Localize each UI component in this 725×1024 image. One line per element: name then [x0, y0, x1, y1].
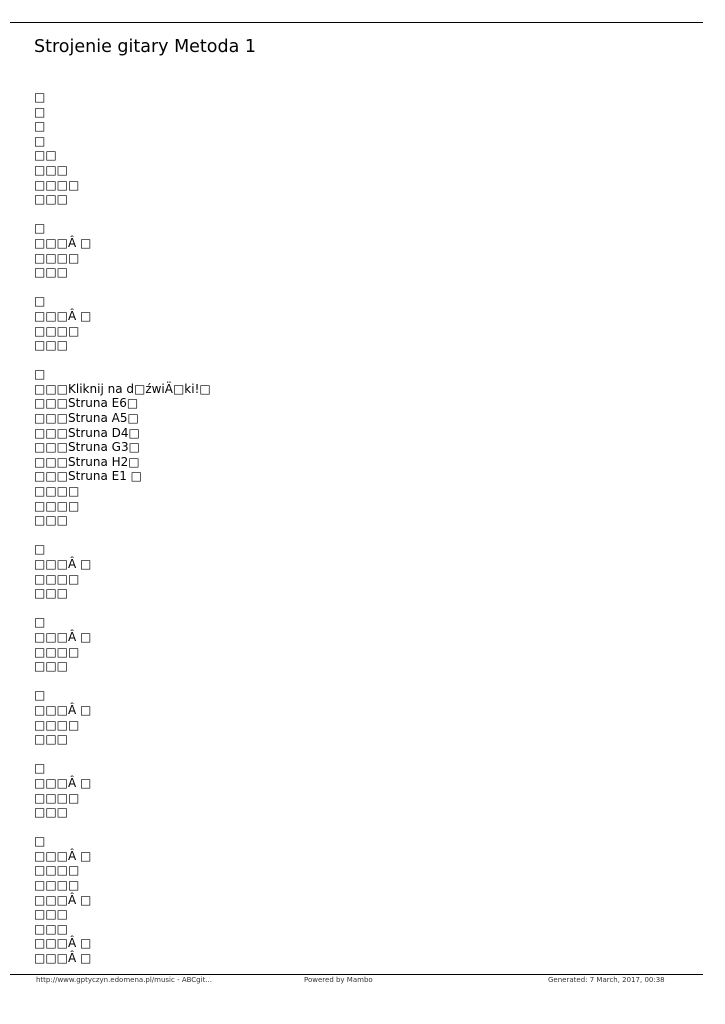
- text-line: □: [34, 834, 46, 849]
- text-line: □□□Â □: [34, 951, 92, 966]
- header-rule: [10, 22, 703, 23]
- text-line: □□□Struna A5□: [34, 411, 139, 426]
- blank-line: [34, 674, 694, 689]
- text-line: □□□: [34, 907, 69, 922]
- text-line: □□□□: [34, 644, 80, 659]
- text-line: □□□Struna H2□: [34, 454, 140, 469]
- text-line: □□□□: [34, 863, 80, 878]
- footer-generated-date: Generated: 7 March, 2017, 00:38: [548, 976, 665, 984]
- text-line: □□□Â □: [34, 775, 92, 790]
- blank-line: [34, 207, 694, 222]
- text-line: □□□: [34, 732, 69, 747]
- text-line: □□□Â □: [34, 848, 92, 863]
- text-line: □□□: [34, 921, 69, 936]
- text-line: □: [34, 688, 46, 703]
- text-line: □□□Â □: [34, 235, 92, 250]
- blank-line: [34, 353, 694, 368]
- text-line: □□□Struna E1 □: [34, 469, 143, 484]
- text-line: □: [34, 104, 46, 119]
- text-line: □□□□: [34, 323, 80, 338]
- text-line: □: [34, 90, 46, 104]
- text-line: □□□: [34, 586, 69, 601]
- text-line: □□□□: [34, 250, 80, 265]
- text-line: □□□Kliknij na d□źwiÄ□ki!□: [34, 381, 211, 396]
- text-line: □□□Struna D4□: [34, 425, 140, 440]
- footer-rule: [10, 974, 703, 975]
- blank-line: [34, 820, 694, 835]
- text-line: □□□Â □: [34, 936, 92, 951]
- blank-line: [34, 280, 694, 295]
- text-line: □□□Â □: [34, 702, 92, 717]
- text-line: □□□Â □: [34, 557, 92, 571]
- text-line: □□□□: [34, 498, 80, 513]
- text-line: □□□Â □: [34, 629, 92, 644]
- document-body: [34, 90, 694, 966]
- text-line: □: [34, 133, 46, 148]
- text-line: □□□Struna E6□: [34, 396, 139, 411]
- text-line: □□□□: [34, 177, 80, 192]
- footer-powered-by: Powered by Mambo: [304, 976, 373, 984]
- text-line: □□□□: [34, 878, 80, 893]
- blank-line: [34, 747, 694, 762]
- text-line: □□: [34, 148, 57, 163]
- text-line: □□□Â □: [34, 308, 92, 323]
- text-line: □□□□: [34, 484, 80, 499]
- text-line: □: [34, 367, 46, 382]
- text-line: □: [34, 221, 46, 236]
- text-line: □: [34, 294, 46, 309]
- text-line: □: [34, 119, 46, 134]
- text-line: □□□: [34, 338, 69, 353]
- text-line: □□□: [34, 265, 69, 280]
- text-line: □□□Â □: [34, 892, 92, 907]
- page-title: Strojenie gitary Metoda 1: [34, 37, 257, 57]
- text-line: □: [34, 615, 46, 630]
- blank-line: [34, 528, 694, 543]
- text-line: □□□Struna G3□: [34, 440, 140, 455]
- blank-line: [34, 601, 694, 616]
- text-line: □□□: [34, 513, 69, 528]
- text-line: □□□: [34, 162, 69, 177]
- text-line: □□□: [34, 805, 69, 820]
- footer-url: http://www.gptyczyn.edomena.pl/music - ABCgit...: [36, 976, 212, 984]
- text-line: □□□: [34, 192, 69, 207]
- text-line: □□□□: [34, 571, 80, 586]
- text-line: □: [34, 761, 46, 776]
- text-line: □□□□: [34, 790, 80, 805]
- text-line: □: [34, 542, 46, 557]
- text-line: □□□□: [34, 717, 80, 732]
- text-line: □□□: [34, 659, 69, 674]
